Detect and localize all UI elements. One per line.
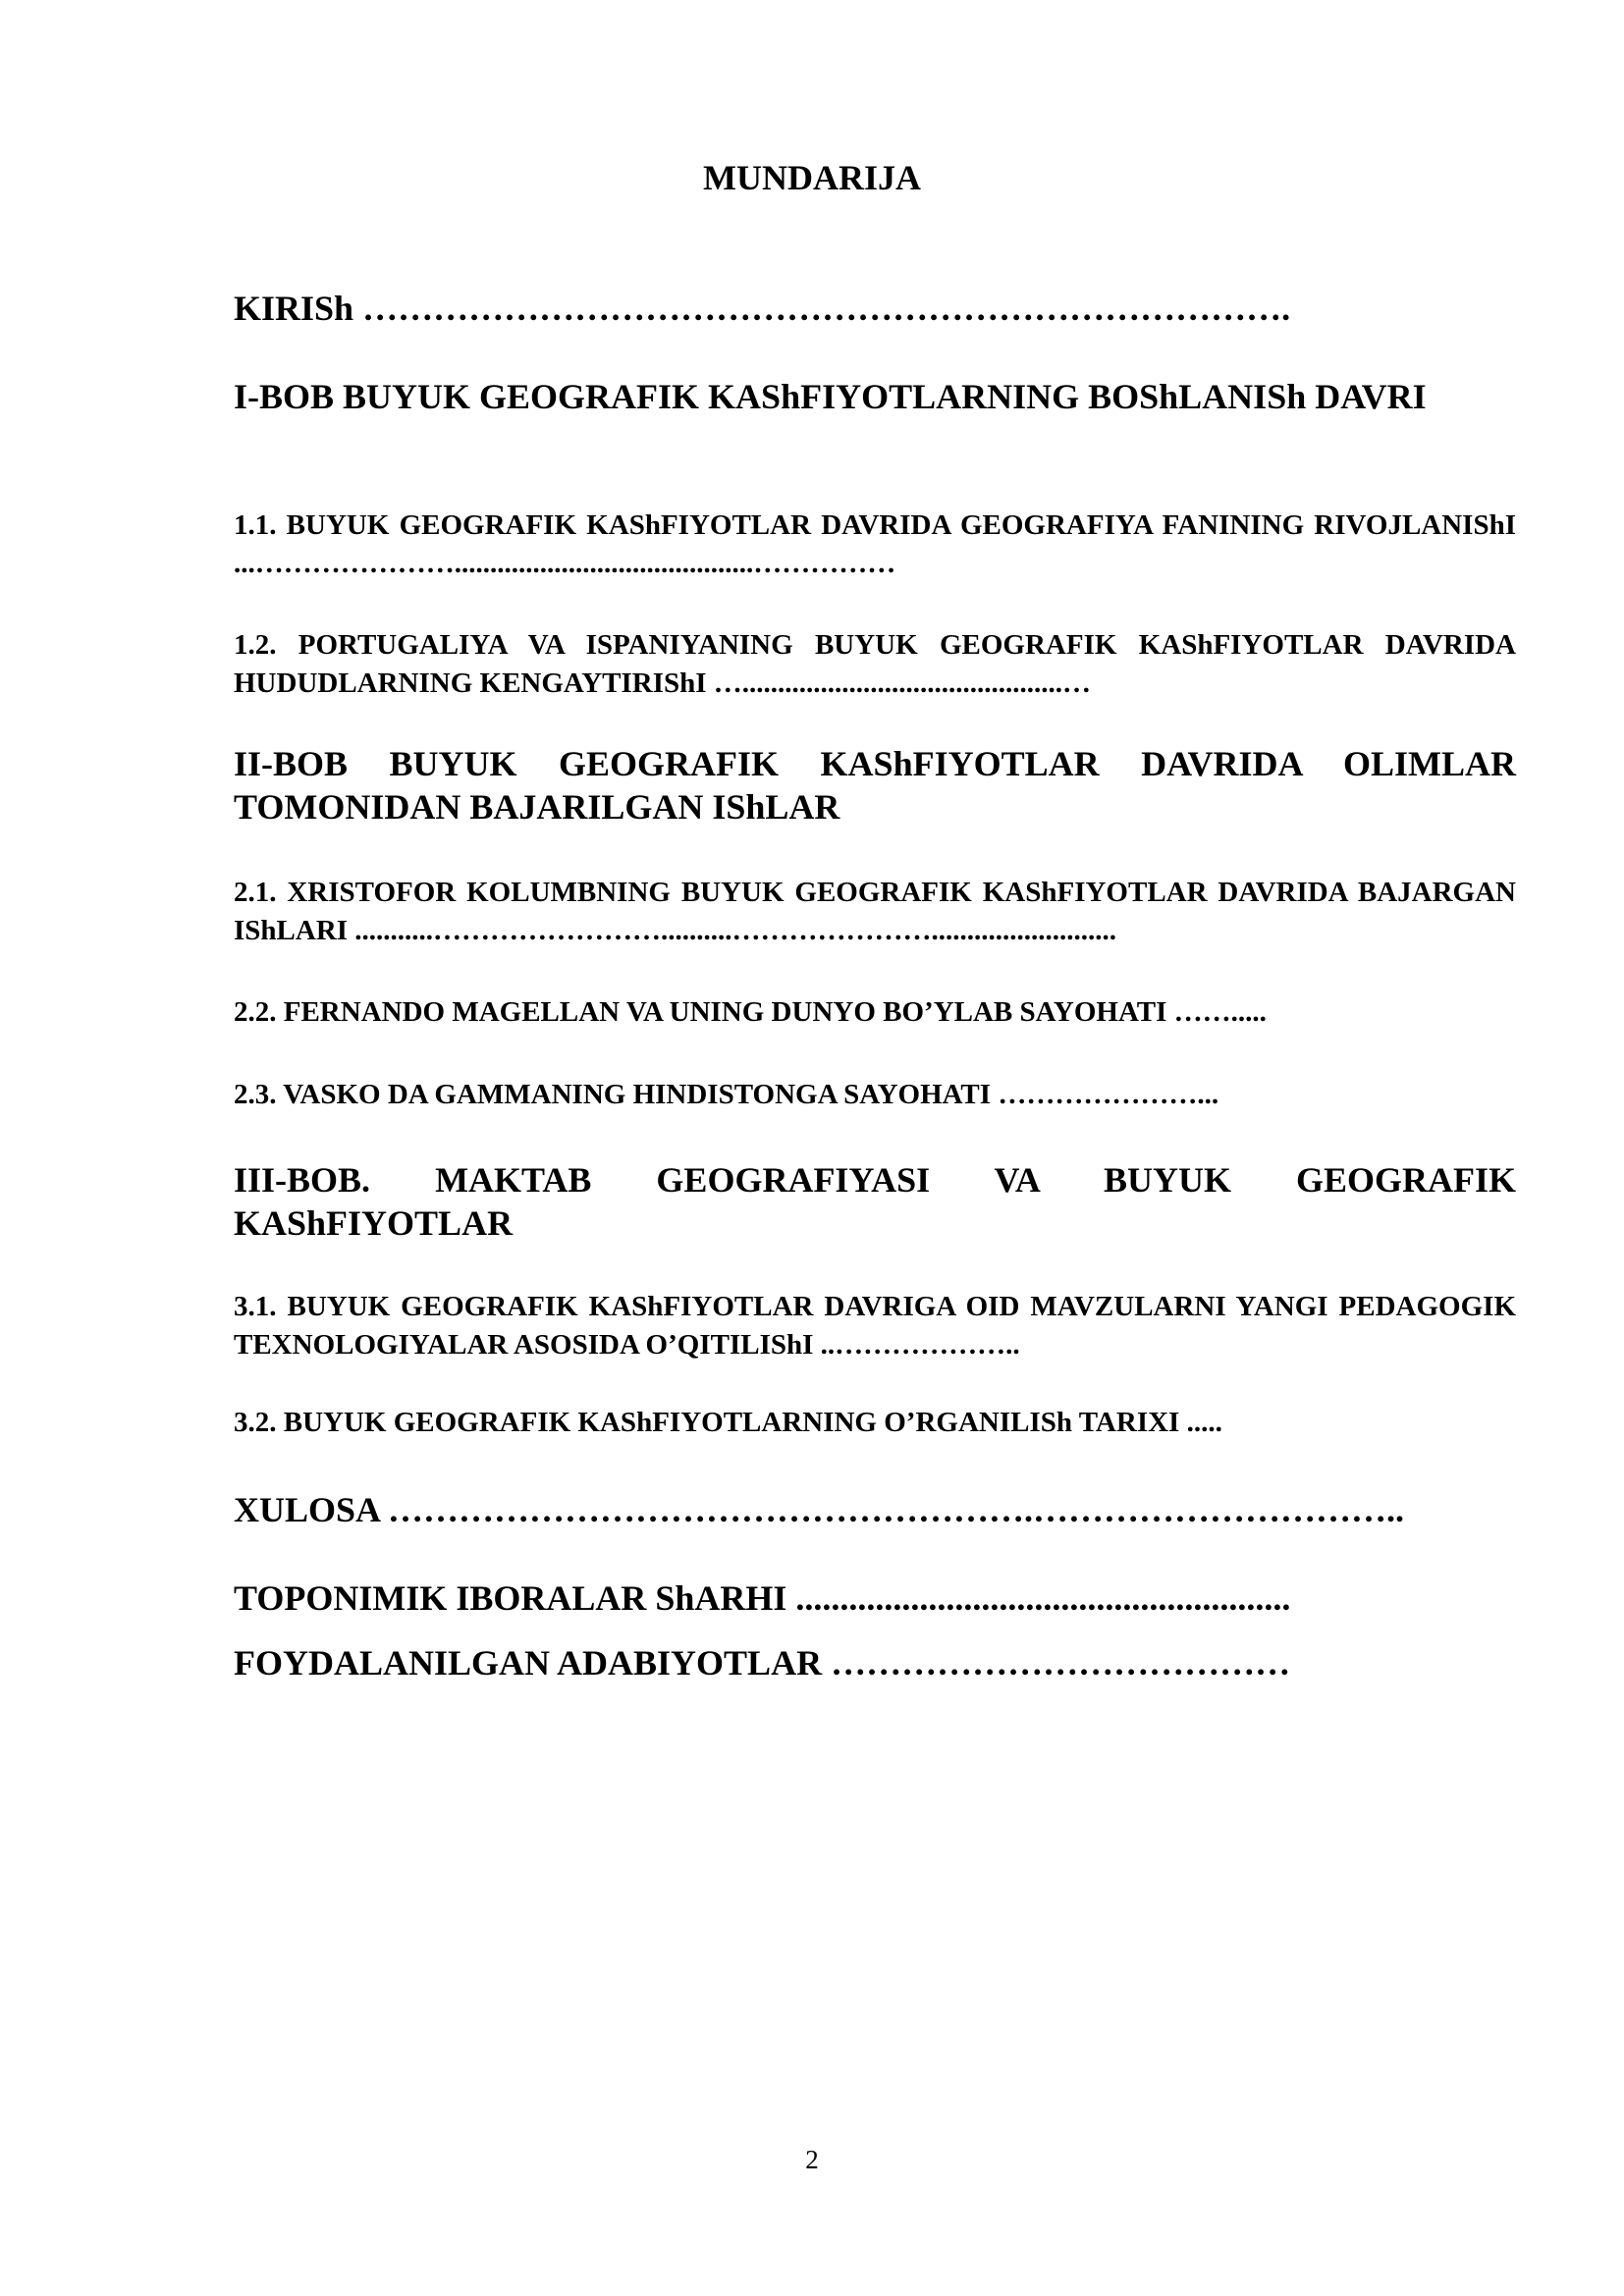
toc-entry-kirish: KIRISh ……………………………………………………………………. xyxy=(234,289,1291,328)
toc-heading: MUNDARIJA xyxy=(703,158,921,197)
toc-entry-bob-2: II-BOB BUYUK GEOGRAFIK KAShFIYOTLAR DAVRIDA OLIMLAR TOMONIDAN BAJARILGAN IShLAR xyxy=(234,744,1516,827)
toc-entry-bob-1: I-BOB BUYUK GEOGRAFIK KAShFIYOTLARNING BOShLANISh DAVRI xyxy=(234,377,1427,416)
page-number: 2 xyxy=(805,2145,819,2174)
toc-entry-section-1-1: 1.1. BUYUK GEOGRAFIK KAShFIYOTLAR DAVRIDA GEOGRAFIYA FANINING RIVOJLANIShI ...…………………..........................................…………… xyxy=(234,509,1516,579)
toc-entry-toponimik: TOPONIMIK IBORALAR ShARHI ........................................................ xyxy=(234,1578,1291,1618)
toc-entry-section-2-2: 2.2. FERNANDO MAGELLAN VA UNING DUNYO BO’YLAB SAYOHATI ……..... xyxy=(234,996,1267,1028)
toc-entry-section-3-1: 3.1. BUYUK GEOGRAFIK KAShFIYOTLAR DAVRIGA OID MAVZULARNI YANGI PEDAGOGIK TEXNOLOGIYALAR ASOSIDA O’QITILIShI ..……………….. xyxy=(234,1291,1516,1361)
toc-entry-section-2-1: 2.1. XRISTOFOR KOLUMBNING BUYUK GEOGRAFIK KAShFIYOTLAR DAVRIDA BAJARGAN IShLARI ...........……………………..........………………….......................... xyxy=(234,877,1516,946)
toc-entry-xulosa: XULOSA ……………………………………………….………………………….. xyxy=(234,1490,1405,1529)
toc-entry-section-1-2: 1.2. PORTUGALIYA VA ISPANIYANING BUYUK GEOGRAFIK KAShFIYOTLAR DAVRIDA HUDUDLARNING KENGAYTIRIShI ….............................................… xyxy=(234,629,1516,699)
toc-entry-section-2-3: 2.3. VASKO DA GAMMANING HINDISTONGA SAYOHATI …………………... xyxy=(234,1079,1219,1110)
toc-entry-adabiyotlar: FOYDALANILGAN ADABIYOTLAR ………………………………… xyxy=(234,1643,1291,1682)
toc-entry-bob-3: III-BOB. MAKTAB GEOGRAFIYASI VA BUYUK GEOGRAFIK KAShFIYOTLAR xyxy=(234,1160,1516,1243)
toc-entry-section-3-2: 3.2. BUYUK GEOGRAFIK KAShFIYOTLARNING O’RGANILISh TARIXI ..... xyxy=(234,1407,1222,1438)
